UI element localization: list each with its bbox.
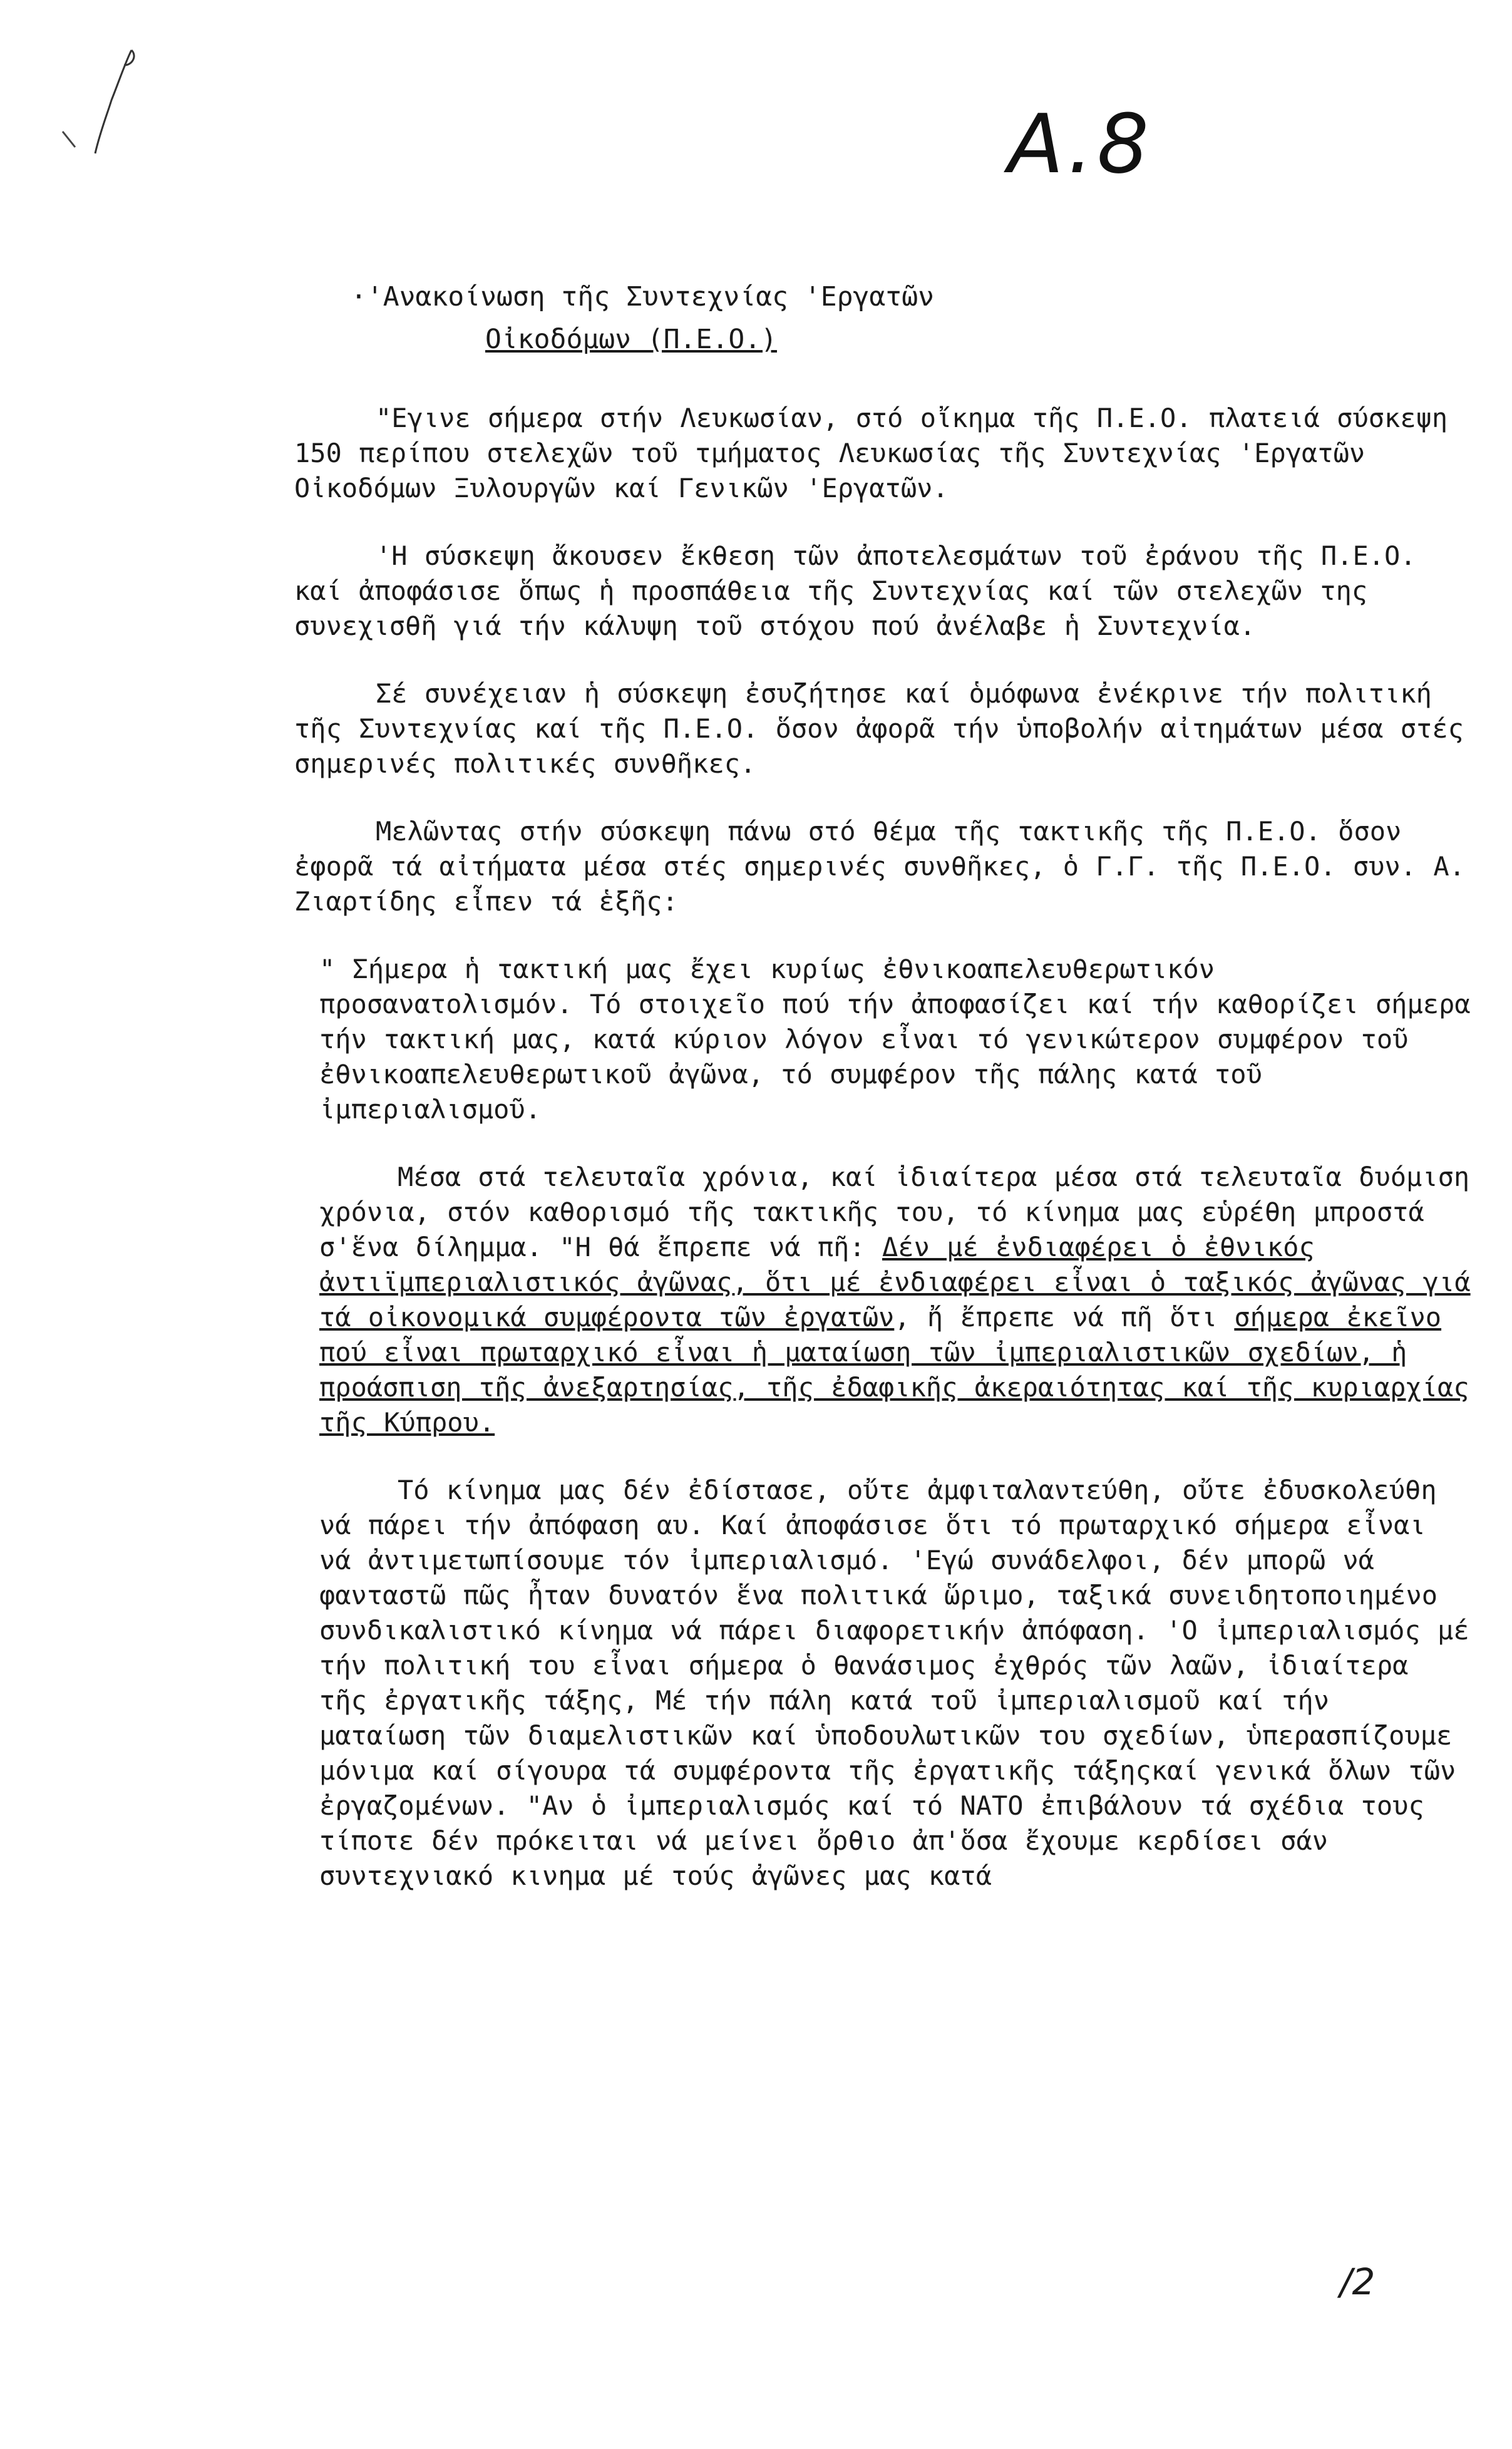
paragraph-5-quote: " Σήμερα ἡ τακτική μας ἔχει κυρίως ἐθνικοαπελευθερωτικόν προσανατολισμόν. Τό στοιχεῖο πού τήν ἀποφασίζει καί τήν καθορίζει σήμερα τήν τακτική μας, κατά κύριον λόγον εἶναι τό γενικώτερον συμφέρον τοῦ ἐθνικοαπελευθερωτικοῦ ἀγῶνα, τό συμφέρον τῆς πάλης κατά τοῦ ἰμπεριαλισμοῦ. — [319, 954, 1471, 1125]
title-line-1: ·'Ανακοίνωση τῆς Συντεχνίας 'Εργατῶν — [351, 281, 934, 312]
handwritten-mark-icon — [38, 38, 138, 163]
paragraph-6-text-b: , ἤ ἔπρεπε νά πῆ ὅτι — [894, 1302, 1235, 1333]
paragraph-6 — [294, 1160, 1471, 1440]
paragraph-6-underlined-b: σήμερα ἐκεῖνο πού εἶναι πρωταρχικό εἶναι ἡ ματαίωση τῶν ἰμπεριαλιστικῶν σχεδίων, ἡ προάσπιση τῆς ἀνεξαρτησίας, τῆς ἐδαφικῆς ἀκεραιότητας καί τῆς κυριαρχίας τῆς Κύπρου. — [319, 1302, 1469, 1438]
paragraph-1: "Εγινε σήμερα στήν Λευκωσίαν, στό οἴκημα τῆς Π.Ε.Ο. πλατειά σύσκεψη 150 περίπου στελεχῶν τοῦ τμήματος Λευκωσίας τῆς Συντεχνίας 'Εργατῶν Οἰκοδόμων Ξυλουργῶν καί Γενικῶν 'Εργατῶν. — [294, 403, 1448, 503]
document-code: Α.8 — [1008, 96, 1153, 192]
paragraph-3: Σέ συνέχειαν ἡ σύσκεψη ἐσυζήτησε καί ὁμόφωνα ἐνέκρινε τήν πολιτική τῆς Συντεχνίας καί τῆς Π.Ε.Ο. ὅσον ἀφορᾶ τήν ὑποβολήν αἰτημάτων μέσα στές σημερινές πολιτικές συνθῆκες. — [294, 678, 1464, 779]
title-line-2: Οἰκοδόμων (Π.Ε.Ο.) — [485, 324, 777, 355]
paragraph-6-underlined-a: Δέν μέ ἐνδιαφέρει ὁ ἐθνικός ἀντιϊμπεριαλιστικός ἀγῶνας, ὅτι μέ ἐνδιαφέρει εἶναι ὁ ταξικός ἀγῶνας γιά τά οἰκονομικά συμφέροντα τῶν ἐργατῶν — [319, 1232, 1471, 1333]
page-number: /2 — [1340, 2261, 1376, 2303]
document-body — [294, 401, 1471, 1926]
paragraph-2: 'Η σύσκεψη ἄκουσεν ἔκθεση τῶν ἀποτελεσμάτων τοῦ ἐράνου τῆς Π.Ε.Ο. καί ἀποφάσισε ὅπως ἡ προσπάθεια τῆς Συντεχνίας καί τῶν στελεχῶν της συνεχισθῆ γιά τήν κάλυψη τοῦ στόχου πού ἀνέλαβε ἡ Συντεχνία. — [294, 540, 1416, 641]
paragraph-4: Μελῶντας στήν σύσκεψη πάνω στό θέμα τῆς τακτικῆς τῆς Π.Ε.Ο. ὅσον ἐφορᾶ τά αἰτήματα μέσα στές σημερινές συνθῆκες, ὁ Γ.Γ. τῆς Π.Ε.Ο. συν. Α. Ζιαρτίδης εἶπεν τά ἑξῆς: — [294, 816, 1465, 917]
paragraph-6-text-a: Μέσα στά τελευταῖα χρόνια, καί ἰδιαίτερα μέσα στά τελευταῖα δυόμιση χρόνια, στόν καθορισμό τῆς τακτικῆς του, τό κίνημα μας εὑρέθη μπροστά σ'ἕνα δίλημμα. "Η θά ἔπρεπε νά πῆ: — [319, 1162, 1470, 1262]
paragraph-7: Τό κίνημα μας δέν ἐδίστασε, οὔτε ἀμφιταλαντεύθη, οὔτε ἐδυσκολεύθη νά πάρει τήν ἀπόφαση αυ. Καί ἀποφάσισε ὅτι τό πρωταρχικό σήμερα εἶναι νά ἀντιμετωπίσουμε τόν ἰμπεριαλισμό. 'Εγώ συνάδελφοι, δέν μπορῶ νά φανταστῶ πῶς ἦταν δυνατόν ἕνα πολιτικά ὥριμο, ταξικά συνειδητοποιημένο συνδικαλιστικό κίνημα νά πάρει διαφορετικήν ἀπόφαση. 'Ο ἰμπεριαλισμός μέ τήν πολιτική του εἶναι σήμερα ὁ θανάσιμος ἐχθρός τῶν λαῶν, ἰδιαίτερα τῆς ἐργατικῆς τάξης, Μέ τήν πάλη κατά τοῦ ἰμπεριαλισμοῦ καί τήν ματαίωση τῶν διαμελιστικῶν καί ὑποδουλωτικῶν του σχεδίων, ὑπερασπίζουμε μόνιμα καί σίγουρα τά συμφέροντα τῆς ἐργατικῆς τάξηςκαί γενικά ὅλων τῶν ἐργαζομένων. "Αν ὁ ἰμπεριαλισμός καί τό ΝΑΤΟ ἐπιβάλουν τά σχέδια τους τίποτε δέν πρόκειται νά μείνει ὄρθιο ἀπ'ὅσα ἔχουμε κερδίσει σάν συντεχνιακό κινημα μέ τούς ἀγῶνες μας κατά — [319, 1475, 1469, 1891]
document-title — [351, 276, 1227, 361]
